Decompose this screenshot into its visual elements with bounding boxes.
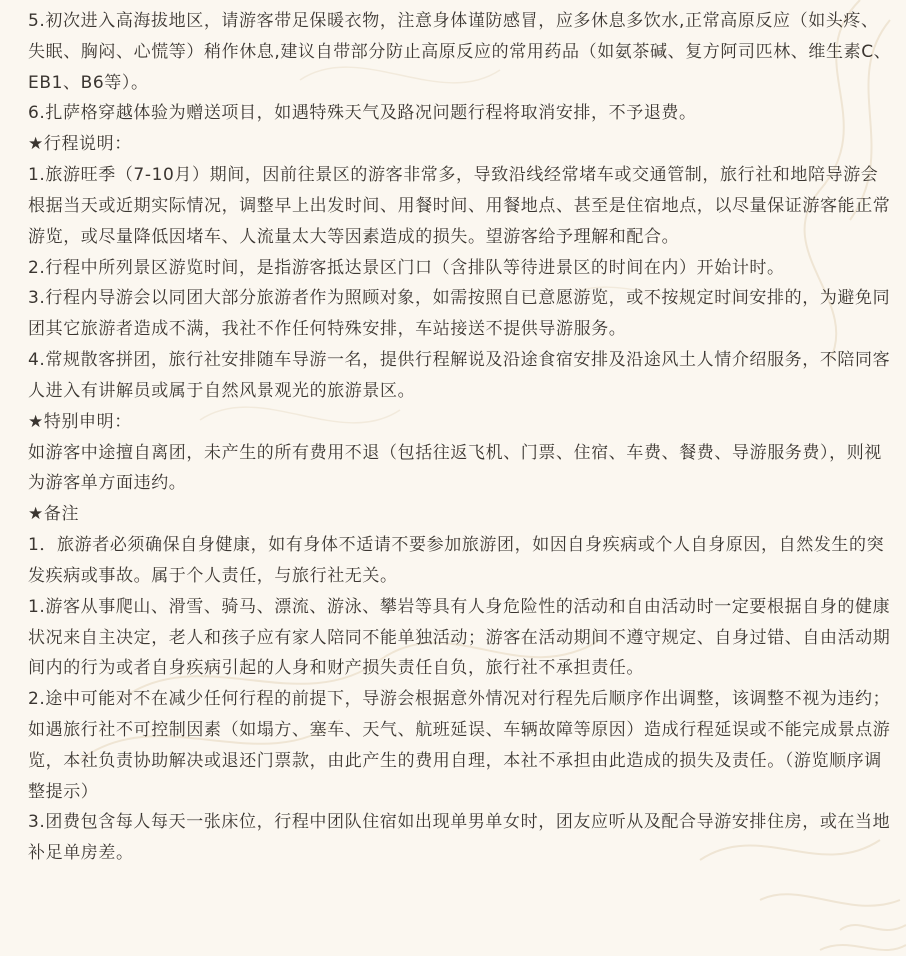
remark-risky-activities: 1.游客从事爬山、滑雪、骑马、漂流、游泳、攀岩等具有人身危险性的活动和自由活动时一定要根据自身的健康状况来自主决定，老人和孩子应有家人陪同不能单独活动；游客在活动期间不遵守规定、自身过错、自由活动期间内的行为或者自身疾病引起的人身和财产损失责任自负，旅行社不承担责任。: [28, 596, 891, 679]
itinerary-note-peak-season: 1.旅游旺季（7-10月）期间，因前往景区的游客非常多，导致沿线经常堵车或交通管制，旅行社和地陪导游会根据当天或近期实际情况，调整早上出发时间、用餐时间、用餐地点、甚至是住宿地点，以尽量保证游客能正常游览，或尽量降低因堵车、人流量太大等因素造成的损失。望游客给予理解和配合。: [28, 165, 891, 247]
itinerary-note-visit-time: 2.行程中所列景区游览时间，是指游客抵达景区门口（含排队等待进景区的时间在内）开始计时。: [28, 257, 785, 278]
itinerary-note-group-care: 3.行程内导游会以同团大部分旅游者作为照顾对象，如需按照自已意愿游览，或不按规定时间安排的，为避免同团其它旅游者造成不满，我社不作任何特殊安排，车站接送不提供导游服务。: [28, 288, 891, 340]
document-body: [28, 6, 892, 869]
heading-remarks: ★备注: [28, 504, 80, 525]
remark-accommodation: 3.团费包含每人每天一张床位，行程中团队住宿如出现单男单女时，团友应听从及配合导游安排住房，或在当地补足单房差。: [28, 812, 891, 864]
special-statement-leaving-group: 如游客中途擅自离团，未产生的所有费用不退（包括往返飞机、门票、住宿、车费、餐费、导游服务费），则视为游客单方面违约。: [28, 442, 882, 494]
heading-itinerary-notes: ★行程说明：: [28, 134, 132, 155]
note-zhasage-crossing: 6.扎萨格穿越体验为赠送项目，如遇特殊天气及路况问题行程将取消安排，不予退费。: [28, 103, 697, 124]
heading-special-statement: ★特别申明：: [28, 411, 132, 432]
remark-itinerary-adjustment: 2.途中可能对不在减少任何行程的前提下，导游会根据意外情况对行程先后顺序作出调整，该调整不视为违约；如遇旅行社不可控制因素（如塌方、塞车、天气、航班延误、车辆故障等原因）造成行程延误或不能完成景点游览，本社负责协助解决或退还门票款，由此产生的费用自理，本社不承担由此造成的损失及责任。（游览顺序调整提示）: [28, 689, 891, 802]
remark-health: 1．旅游者必须确保自身健康，如有身体不适请不要参加旅游团，如因自身疾病或个人自身原因，自然发生的突发疾病或事故。属于个人责任，与旅行社无关。: [28, 535, 885, 586]
itinerary-note-guide-service: 4.常规散客拼团，旅行社安排随车导游一名，提供行程解说及沿途食宿安排及沿途风土人情介绍服务，不陪同客人进入有讲解员或属于自然风景观光的旅游景区。: [28, 349, 891, 401]
note-high-altitude: 5.初次进入高海拔地区，请游客带足保暖衣物，注意身体谨防感冒，应多休息多饮水,正常高原反应（如头疼、失眠、胸闷、心慌等）稍作休息,建议自带部分防止高原反应的常用药品（如氨茶碱、复方阿司匹林、维生素C、EB1、B6等）。: [28, 11, 892, 93]
